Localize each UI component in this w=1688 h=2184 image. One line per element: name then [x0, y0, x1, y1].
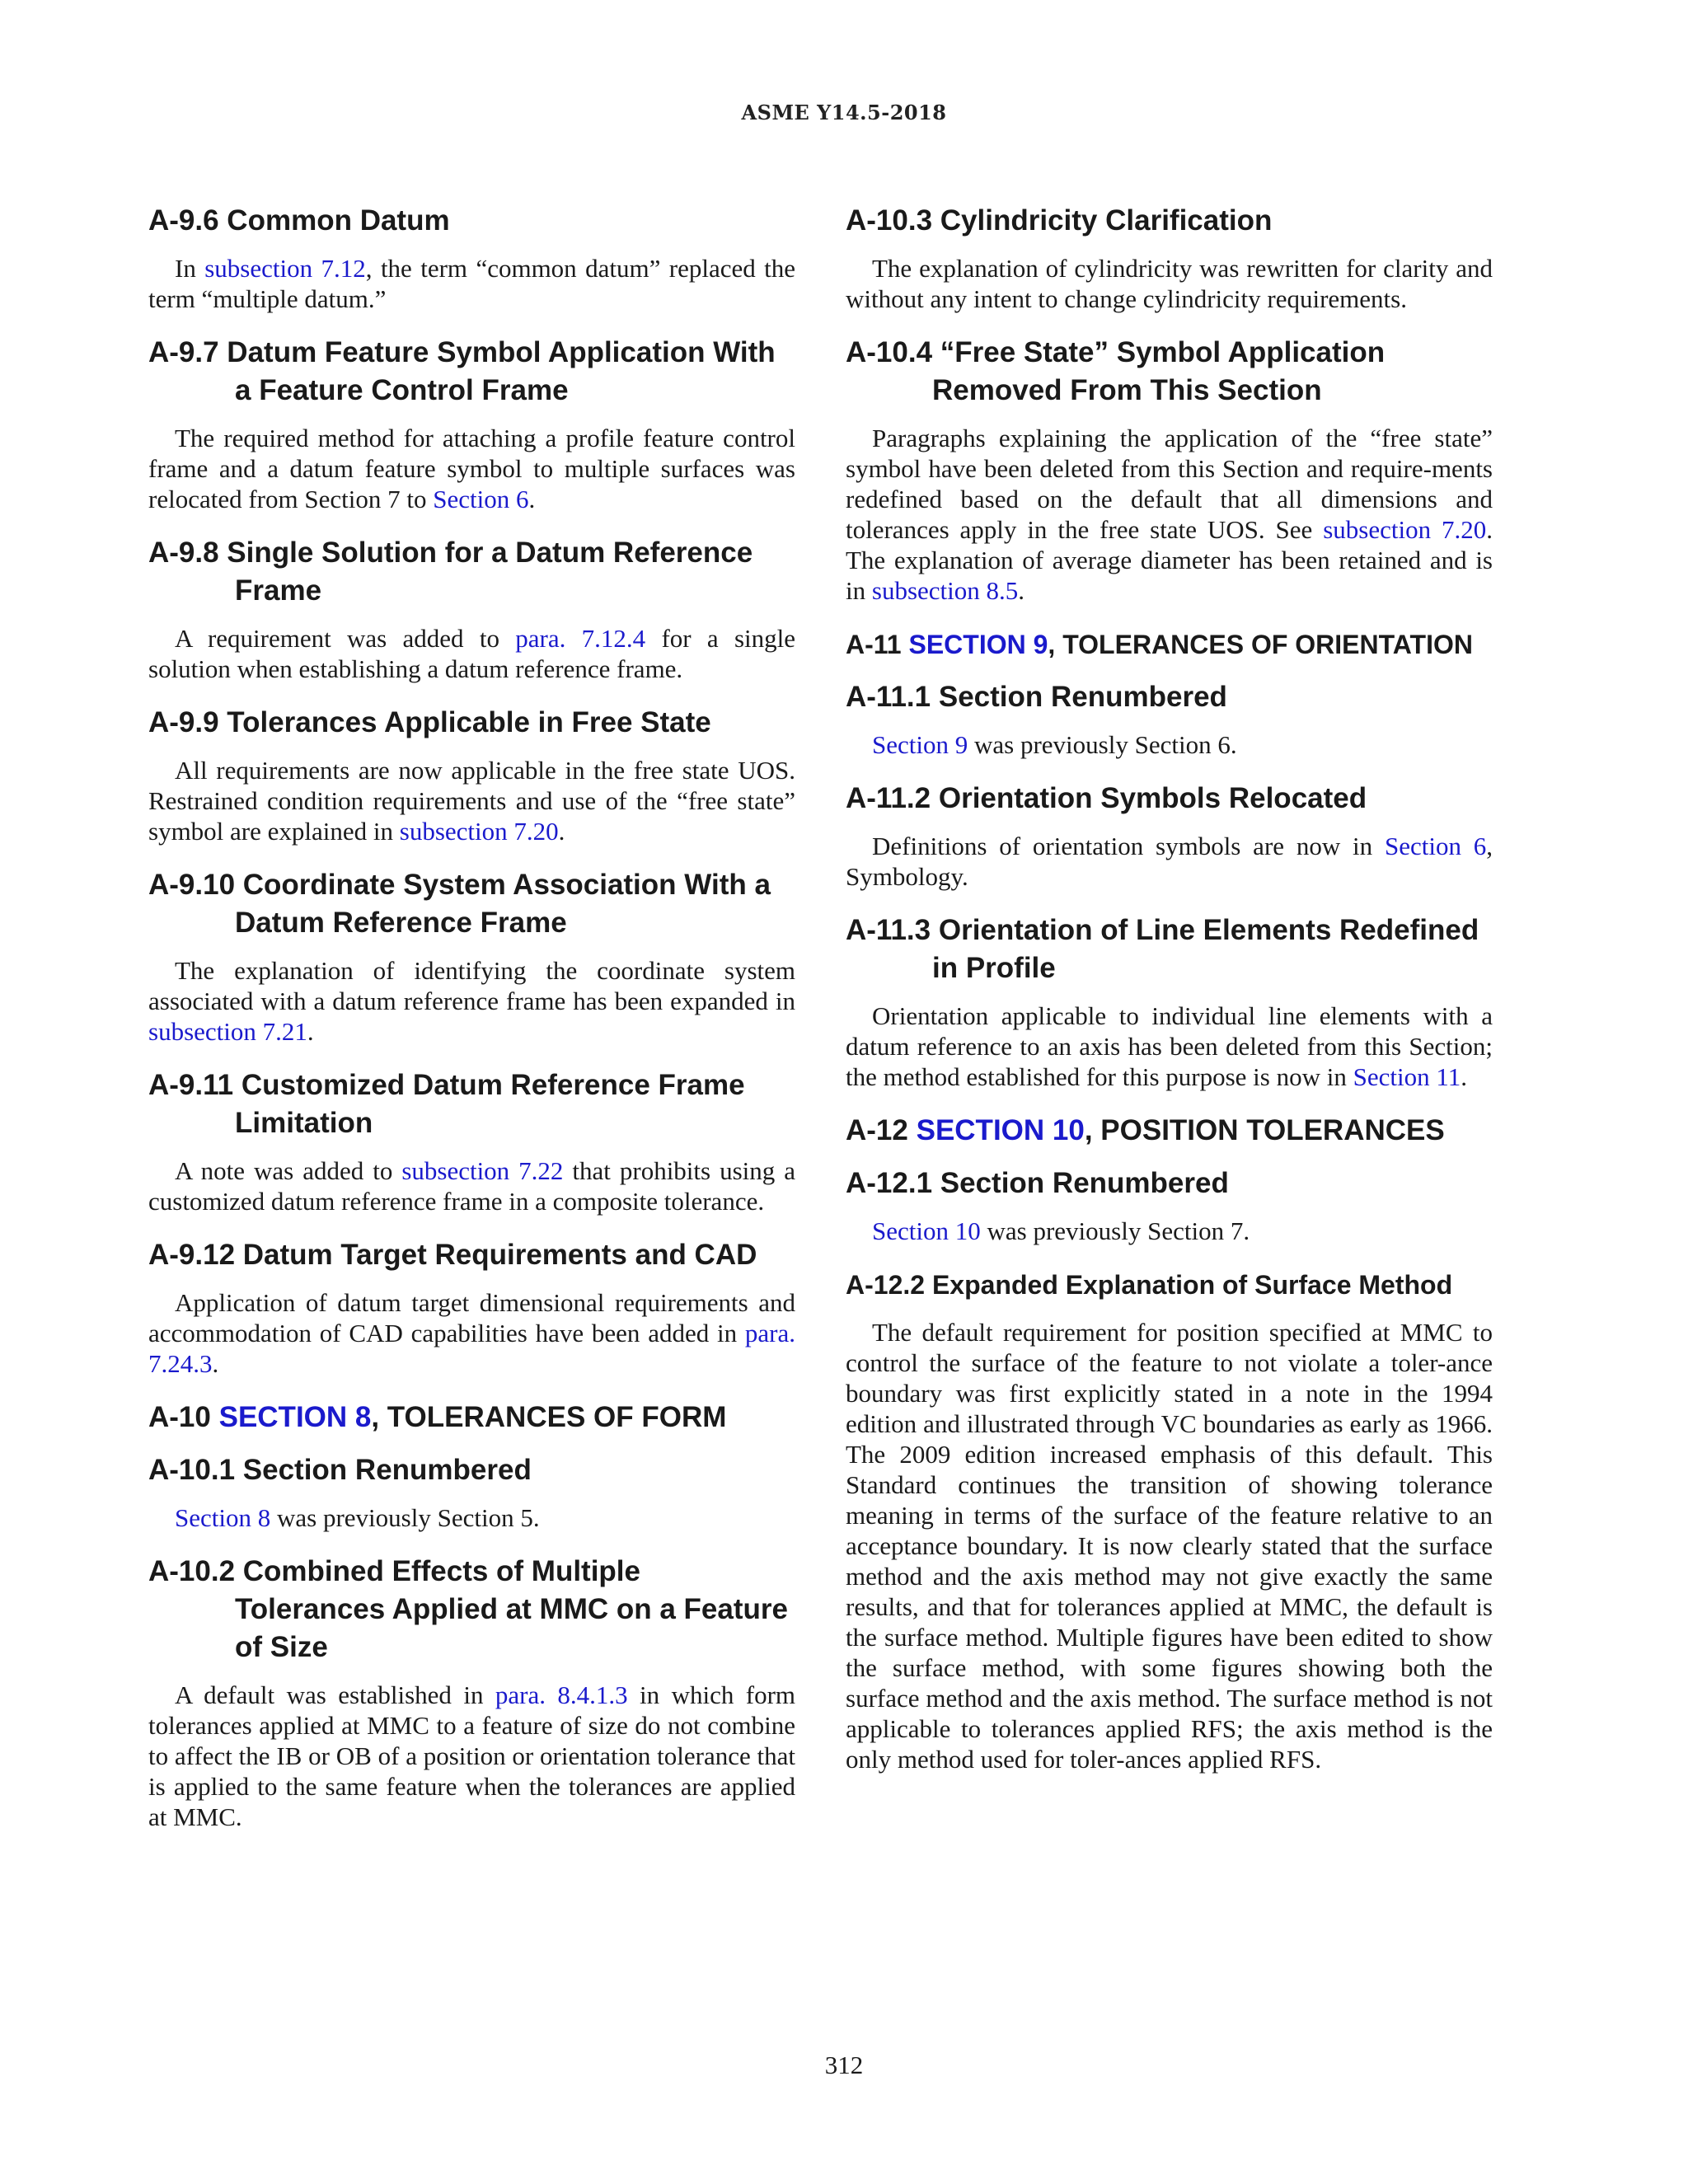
xref-link[interactable]: para. 7.24.3	[148, 1319, 795, 1378]
section-body: A note was added to subsection 7.22 that prohibits using a customized datum reference frame in a composite tolerance.	[148, 1156, 795, 1216]
xref-link[interactable]: SECTION 9	[908, 630, 1048, 659]
section-a-11-2	[846, 780, 1493, 892]
left-column	[148, 202, 795, 1852]
section-body: The explanation of cylindricity was rewritten for clarity and without any intent to change cylindricity requirements.	[846, 254, 1493, 313]
xref-link[interactable]: para. 7.12.4	[515, 624, 646, 653]
section-heading: A-9.12 Datum Target Requirements and CAD	[148, 1239, 757, 1271]
section-heading: A-11.1 Section Renumbered	[846, 681, 1227, 713]
section-heading: A-11.2 Orientation Symbols Relocated	[846, 782, 1367, 814]
section-heading: A-10.2 Combined Effects of Multiple Tolerances Applied at MMC on a Feature of Size	[148, 1555, 788, 1663]
section-body: A requirement was added to para. 7.12.4 for a single solution when establishing a datum reference frame.	[148, 624, 795, 683]
section-body: Section 9 was previously Section 6.	[872, 730, 1237, 759]
section-a-11	[846, 626, 1493, 663]
xref-link[interactable]: subsection 7.12	[204, 254, 366, 283]
section-a-9-6	[148, 202, 795, 314]
section-heading: A-9.7 Datum Feature Symbol Application With a Feature Control Frame	[148, 336, 776, 406]
xref-link[interactable]: subsection 7.21	[148, 1017, 307, 1046]
section-heading: A-9.6 Common Datum	[148, 204, 450, 237]
section-body: Orientation applicable to individual line elements with a datum reference to an axis has been deleted from this Section; the method established for this purpose is now in Section 11.	[846, 1001, 1493, 1091]
xref-link[interactable]: Section 6	[433, 485, 529, 513]
section-heading: A-9.8 Single Solution for a Datum Reference Frame	[148, 537, 753, 607]
xref-link[interactable]: subsection 8.5	[871, 576, 1019, 605]
section-a-10-4	[846, 334, 1493, 606]
section-body: Section 8 was previously Section 5.	[175, 1503, 540, 1532]
section-a-10-3	[846, 202, 1493, 314]
section-heading: A-9.9 Tolerances Applicable in Free State	[148, 706, 711, 738]
section-body: All requirements are now applicable in the free state UOS. Restrained condition requirements and use of the “free state” symbol are explained in subsection 7.20.	[148, 756, 795, 846]
section-heading: A-11.3 Orientation of Line Elements Redefined in Profile	[846, 914, 1479, 984]
right-column	[846, 202, 1493, 1794]
section-body: Paragraphs explaining the application of the “free state” symbol have been deleted from this Section and require-ments redefined based on the default that all dimensions and tolerances apply in the free state UOS. See subsection 7.20. The explanation of average diameter has been retained and is in subsection 8.5.	[846, 424, 1493, 605]
chapter-heading: A-10 SECTION 8, TOLERANCES OF FORM	[148, 1401, 727, 1433]
xref-link[interactable]: subsection 7.22	[401, 1156, 564, 1185]
section-a-9-7	[148, 334, 795, 514]
section-heading: A-10.3 Cylindricity Clarification	[846, 204, 1273, 237]
xref-link[interactable]: para. 8.4.1.3	[495, 1680, 628, 1709]
section-a-10-1	[148, 1451, 795, 1533]
section-a-9-11	[148, 1066, 795, 1216]
section-a-11-3	[846, 912, 1493, 1092]
section-a-12	[846, 1112, 1493, 1150]
section-body: The explanation of identifying the coordinate system associated with a datum reference frame has been expanded in subsection 7.21.	[148, 956, 795, 1046]
xref-link[interactable]: SECTION 10	[916, 1114, 1085, 1146]
section-heading: A-10.4 “Free State” Symbol Application Removed From This Section	[846, 336, 1386, 406]
section-body: Section 10 was previously Section 7.	[872, 1216, 1250, 1245]
xref-link[interactable]: Section 10	[872, 1216, 981, 1245]
section-a-9-8	[148, 534, 795, 684]
section-heading: A-12.2 Expanded Explanation of Surface Method	[846, 1270, 1453, 1300]
xref-link[interactable]: Section 9	[872, 730, 968, 759]
section-a-10-2	[148, 1553, 795, 1832]
chapter-heading: A-12 SECTION 10, POSITION TOLERANCES	[846, 1114, 1445, 1146]
xref-link[interactable]: subsection 7.20	[1323, 515, 1487, 544]
chapter-heading: A-11 SECTION 9, TOLERANCES OF ORIENTATION	[846, 630, 1473, 659]
page-number: 312	[824, 2050, 864, 2079]
section-a-12-2	[846, 1266, 1493, 1774]
section-body: In subsection 7.12, the term “common datum” replaced the term “multiple datum.”	[148, 254, 796, 313]
xref-link[interactable]: Section 6	[1384, 832, 1487, 860]
section-body: The required method for attaching a profile feature control frame and a datum feature symbol to multiple surfaces was relocated from Section 7 to Section 6.	[148, 424, 795, 513]
xref-link[interactable]: Section 11	[1353, 1062, 1461, 1091]
section-body: A default was established in para. 8.4.1.3 in which form tolerances applied at MMC to a feature of size do not combine to affect the IB or OB of a position or orientation tolerance that is applied to the same feature when the tolerances are applied at MMC.	[148, 1680, 796, 1831]
section-a-9-10	[148, 866, 795, 1047]
section-body: Definitions of orientation symbols are now in Section 6, Symbology.	[846, 832, 1493, 891]
running-header: ASME Y14.5-2018	[741, 101, 947, 124]
section-a-11-1	[846, 678, 1493, 760]
xref-link[interactable]: Section 8	[175, 1503, 271, 1532]
section-heading: A-12.1 Section Renumbered	[846, 1167, 1229, 1199]
xref-link[interactable]: subsection 7.20	[399, 817, 559, 846]
section-a-9-9	[148, 704, 795, 846]
section-body: The default requirement for position specified at MMC to control the surface of the feature to not violate a toler-ance boundary was first explicitly stated in a note in the 1994 edition and illustrated through VC boundaries as early as 1966. The 2009 edition increased emphasis of this default. This Standard continues the transition of showing tolerance meaning in terms of the surface of the feature relative to an acceptance boundary. It is now clearly stated that the surface method and the axis method may not give exactly the same results, and that for tolerances applied at MMC, the default is the surface method. Multiple figures have been edited to show the surface method, with some figures showing both the surface method and the axis method. The surface method is not applicable to tolerances applied RFS; the axis method is the only method used for toler-ances applied RFS.	[846, 1318, 1493, 1774]
section-a-10	[148, 1399, 795, 1436]
section-heading: A-9.11 Customized Datum Reference Frame Limitation	[148, 1069, 745, 1139]
section-heading: A-10.1 Section Renumbered	[148, 1454, 532, 1486]
xref-link[interactable]: SECTION 8	[218, 1401, 372, 1433]
section-a-9-12	[148, 1236, 795, 1379]
section-body: Application of datum target dimensional requirements and accommodation of CAD capabilities have been added in para. 7.24.3.	[148, 1288, 795, 1378]
section-a-12-1	[846, 1165, 1493, 1246]
section-heading: A-9.10 Coordinate System Association With a Datum Reference Frame	[148, 869, 771, 939]
